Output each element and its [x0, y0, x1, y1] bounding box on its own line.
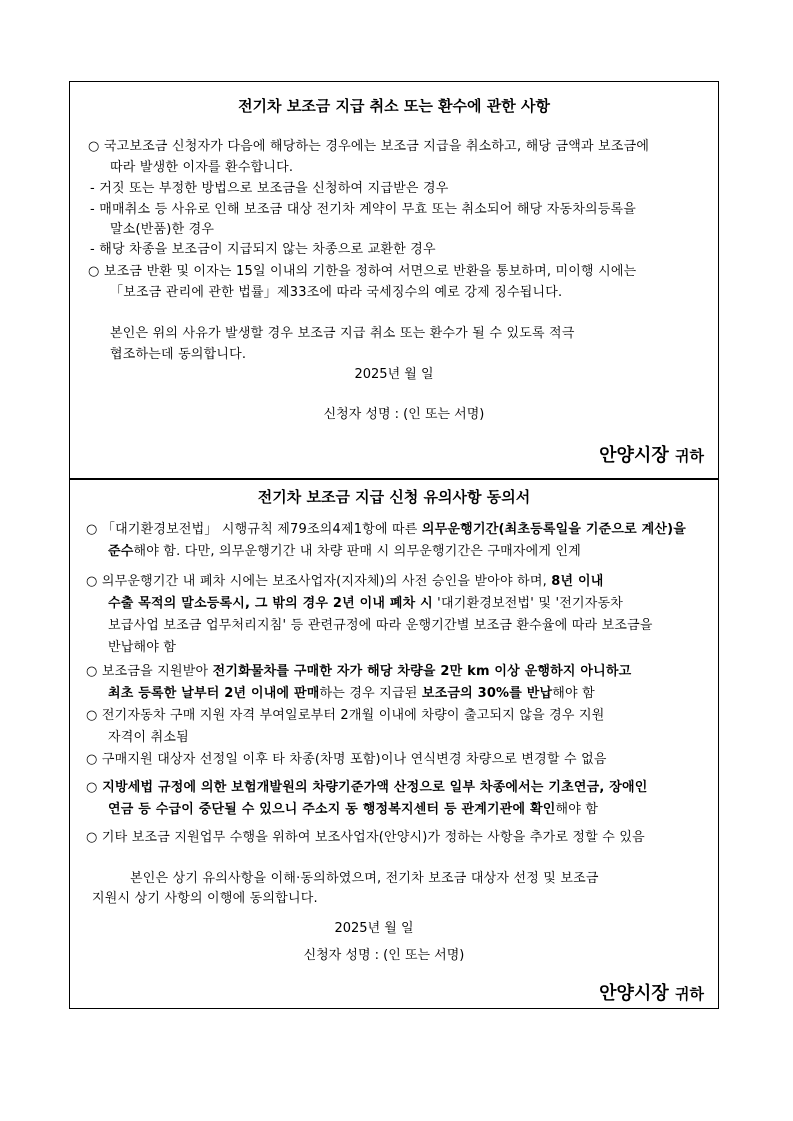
notice-subitem: - 거짓 또는 부정한 방법으로 보조금을 신청하여 지급받은 경우	[90, 181, 449, 196]
precaution-item	[86, 570, 604, 589]
item-text: 하는 경우 지급된	[319, 686, 422, 701]
addressee-name: 안양시장	[599, 983, 669, 1004]
precaution-item	[86, 518, 686, 537]
item-emphasis: 최초 등록한 날부터 2년 이내에 판매	[108, 686, 320, 701]
consent-section-precautions	[69, 479, 719, 1009]
precaution-item: ○ 기타 보조금 지원업무 수행을 위하여 보조사업자(안양시)가 정하는 사항을 추가로 정할 수 있음	[86, 830, 645, 845]
notice-subitem: - 해당 차종을 보조금이 지급되지 않는 차종으로 교환한 경우	[90, 242, 436, 257]
addressee-name: 안양시장	[599, 445, 669, 466]
notice-item-continued: 따라 발생한 이자를 환수합니다.	[110, 160, 294, 175]
consent-text: 본인은 위의 사유가 발생할 경우 보조금 지급 취소 또는 환수가 될 수 있도록 적극	[110, 326, 575, 341]
notice-section-cancellation	[69, 81, 719, 479]
precaution-item-continued	[108, 540, 581, 559]
item-emphasis: 보조금의 30%를 반납	[421, 686, 553, 701]
item-emphasis: 준수	[108, 544, 134, 559]
item-emphasis: 전기화물차를 구매한 자가 해당 차량을 2만 km 이상 운행하지 아니하고	[212, 664, 632, 679]
item-text: 해야 함	[555, 802, 599, 817]
consent-text-continued: 협조하는데 동의합니다.	[110, 347, 247, 362]
precaution-item-continued	[108, 682, 595, 701]
notice-subitem: - 매매취소 등 사유로 인해 보조금 대상 전기차 계약이 무효 또는 취소되어 해당 자동차의등록을	[90, 202, 637, 217]
signature-field: 신청자 성명 : (인 또는 서명)	[323, 407, 485, 422]
precaution-item: ○ 전기자동차 구매 지원 자격 부여일로부터 2개월 이내에 차량이 출고되지 않을 경우 지원	[86, 708, 605, 723]
date-field: 2025년 월 일	[354, 367, 434, 382]
item-emphasis: 8년 이내	[551, 574, 604, 589]
notice-subitem-continued: 말소(반품)한 경우	[110, 222, 215, 237]
item-text: 해야 함	[552, 686, 595, 701]
notice-item: ○ 보조금 반환 및 이자는 15일 이내의 기한을 정하여 서면으로 반환을 통보하며, 미이행 시에는	[88, 264, 637, 279]
addressee-suffix: 귀하	[675, 985, 704, 1003]
precaution-item-continued	[108, 592, 623, 611]
signature-field: 신청자 성명 : (인 또는 서명)	[303, 948, 465, 963]
item-emphasis: 수출 목적의 말소등록시, 그 밖의 경우 2년 이내 폐차 시	[108, 596, 433, 611]
precaution-item	[86, 660, 631, 679]
date-field: 2025년 월 일	[334, 921, 414, 936]
item-text: 해야 함. 다만, 의무운행기간 내 차량 판매 시 의무운행기간은 구매자에게 인계	[133, 544, 582, 559]
precaution-item-continued: 보급사업 보조금 업무처리지침' 등 관련규정에 따라 운행기간별 보조금 환수율에 따라 보조금을	[108, 618, 653, 633]
item-text: '대기환경보전법' 및 '전기자동차	[432, 596, 624, 611]
consent-text: 본인은 상기 유의사항을 이해·동의하였으며, 전기차 보조금 대상자 선정 및 보조금	[130, 871, 599, 886]
addressee-suffix: 귀하	[675, 447, 704, 465]
section-title: 전기차 보조금 지급 신청 유의사항 동의서	[257, 488, 531, 506]
item-emphasis: 연금 등 수급이 중단될 수 있으니 주소지 동 행정복지센터 등 관계기관에 확인	[108, 802, 556, 817]
addressee	[599, 979, 704, 1005]
precaution-item: ○ 지방세법 규정에 의한 보험개발원의 차량기준가액 산정으로 일부 차종에서는 기초연금, 장애인	[86, 780, 648, 795]
item-text: ○ 「대기환경보전법」 시행규칙 제79조의4제1항에 따른	[86, 522, 422, 537]
item-emphasis: 의무운행기간(최초등록일을 기준으로 계산)을	[421, 522, 687, 537]
addressee	[599, 441, 704, 467]
item-text: ○ 보조금을 지원받아	[86, 664, 213, 679]
notice-item: ○ 국고보조금 신청자가 다음에 해당하는 경우에는 보조금 지급을 취소하고, 해당 금액과 보조금에	[88, 139, 650, 154]
item-text: ○ 의무운행기간 내 폐차 시에는 보조사업자(지자체)의 사전 승인을 받아야 하며,	[86, 574, 552, 589]
consent-text-continued: 지원시 상기 사항의 이행에 동의합니다.	[92, 891, 318, 906]
notice-item-continued: 「보조금 관리에 관한 법률」제33조에 따라 국세징수의 예로 강제 징수됩니다.	[110, 285, 563, 300]
precaution-item: ○ 구매지원 대상자 선정일 이후 타 차종(차명 포함)이나 연식변경 차량으로 변경할 수 없음	[86, 752, 607, 767]
precaution-item-continued	[108, 798, 598, 817]
precaution-item-continued: 반납해야 함	[108, 640, 177, 655]
section-title: 전기차 보조금 지급 취소 또는 환수에 관한 사항	[238, 97, 550, 115]
precaution-item-continued: 자격이 취소됨	[108, 730, 189, 745]
